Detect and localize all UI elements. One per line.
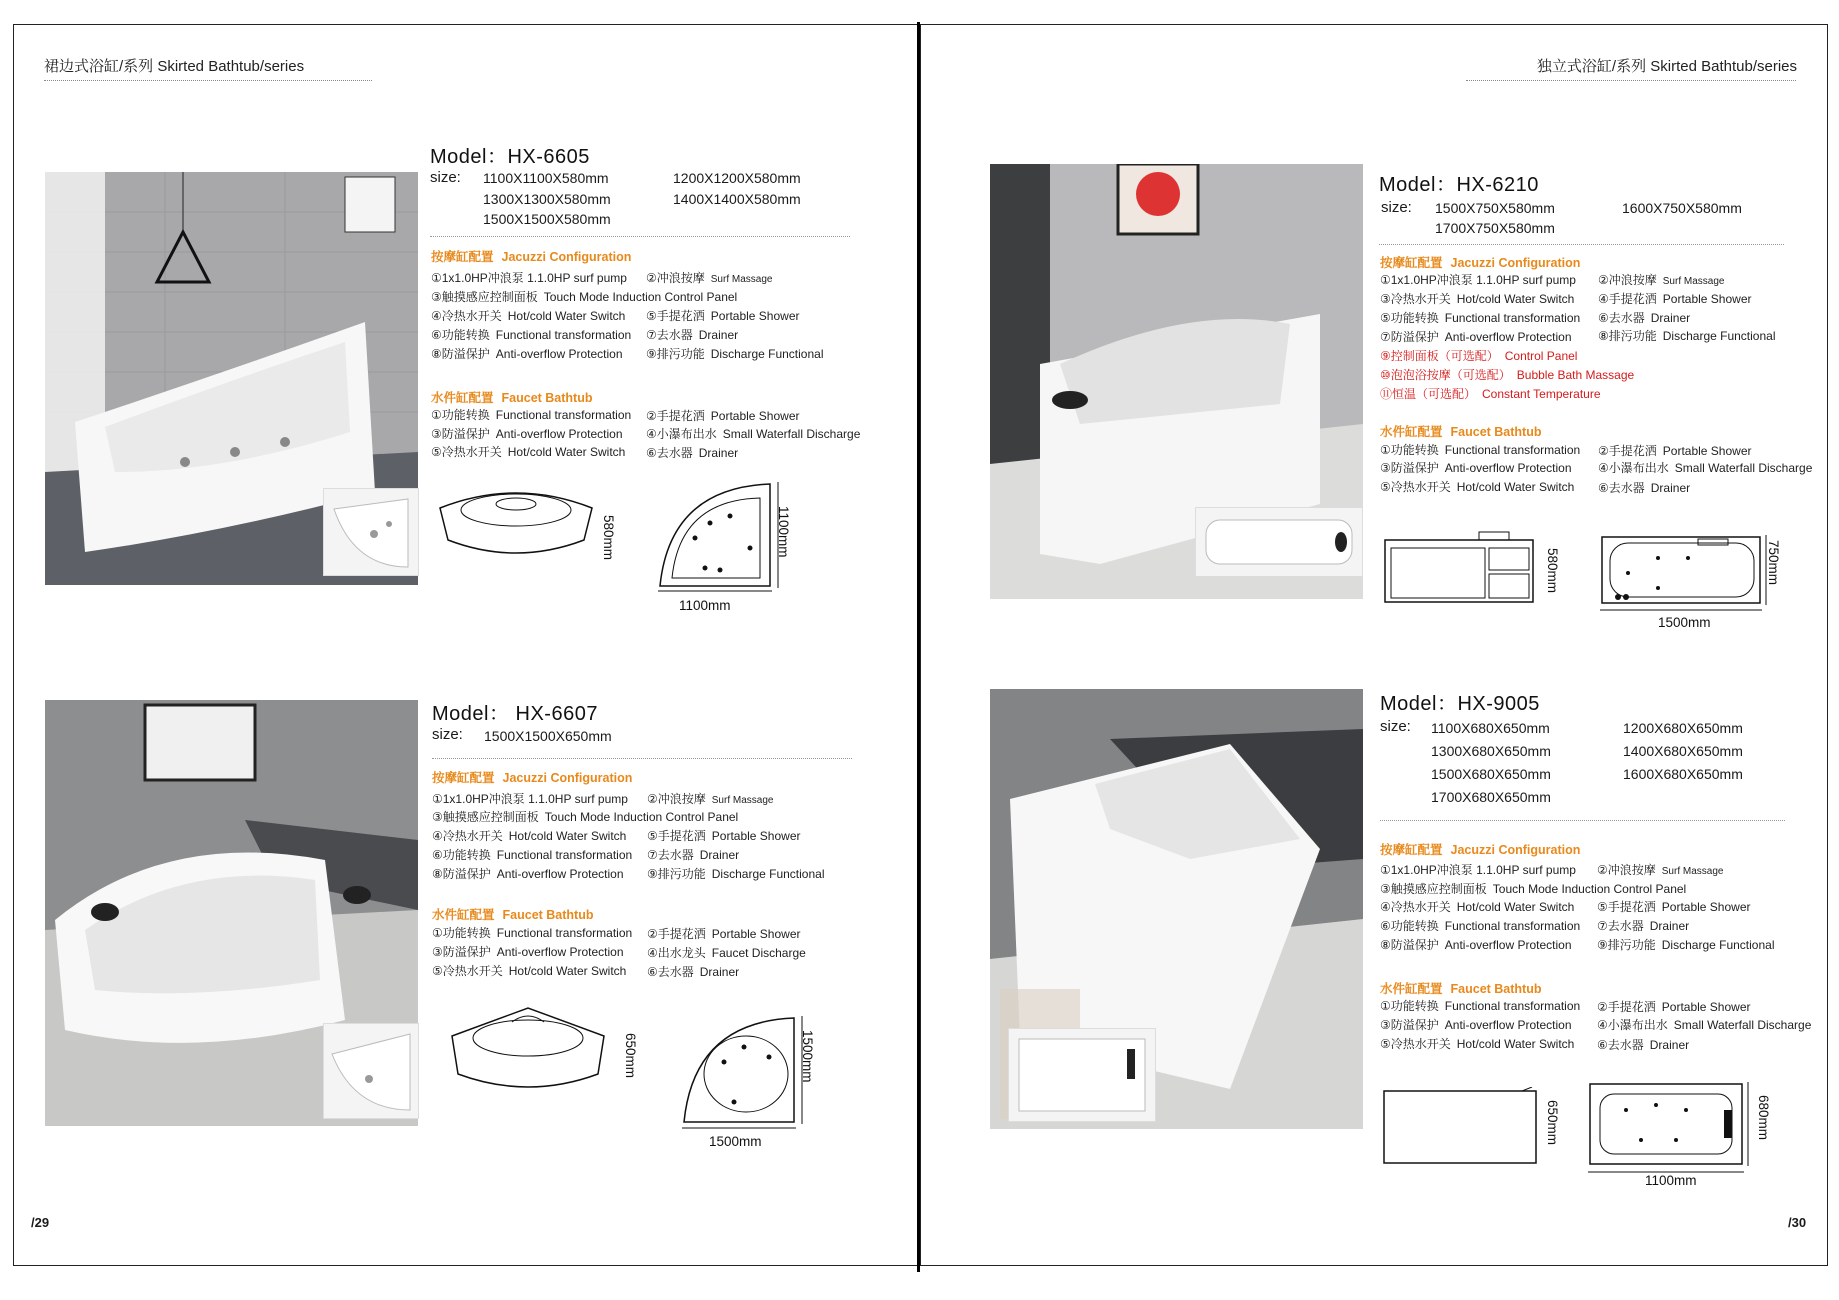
hx6605-faucet-feature: ②手提花洒 Portable Shower (646, 409, 800, 423)
hx6607-feature: ⑤手提花洒 Portable Shower (647, 829, 801, 843)
hx6607-faucet-feature: ⑤冷热水开关 Hot/cold Water Switch (432, 964, 627, 978)
hx9005-feature: ⑥功能转换 Functional transformation (1380, 919, 1581, 933)
hx6210-feature: ④手提花洒 Portable Shower (1598, 292, 1752, 306)
hx9005-size-label: size: (1380, 718, 1411, 735)
hx9005-feature: ②冲浪按摩 Surf Massage (1597, 863, 1724, 877)
hx6210-size: 1500X750X580mm (1435, 200, 1555, 216)
hx6605-model: Model：HX-6605 (430, 146, 590, 168)
hx6607-depth-dim: 1500mm (800, 1030, 815, 1083)
hx9005-faucet-feature: ②手提花洒 Portable Shower (1597, 1000, 1751, 1014)
hx9005-front-drawing (1382, 1087, 1538, 1167)
hx6210-optional-feature: ⑪恒温（可选配） Constant Temperature (1380, 387, 1601, 401)
hx6605-feature: ①1x1.0HP冲浪泵 1.1.0HP surf pump (431, 271, 627, 285)
hx6210-faucet-feature: ①功能转换 Functional transformation (1380, 443, 1581, 457)
hx6210-feature: ⑥去水器 Drainer (1598, 311, 1691, 325)
hx9005-faucet-feature: ⑤冷热水开关 Hot/cold Water Switch (1380, 1037, 1575, 1051)
hx6210-feature: ③冷热水开关 Hot/cold Water Switch (1380, 292, 1575, 306)
hx9005-feature: ①1x1.0HP冲浪泵 1.1.0HP surf pump (1380, 863, 1576, 877)
hx6607-front-drawing (448, 1002, 608, 1102)
hx6210-feature: ⑤功能转换 Functional transformation (1380, 311, 1581, 325)
hx9005-faucet-feature: ①功能转换 Functional transformation (1380, 999, 1581, 1013)
hx6210-optional-feature: ⑩泡泡浴按摩（可选配） Bubble Bath Massage (1380, 368, 1635, 382)
hx6605-faucet-feature: ⑤冷热水开关 Hot/cold Water Switch (431, 445, 626, 459)
hx9005-size: 1700X680X650mm (1431, 789, 1551, 805)
hx6605-feature: ⑤手提花洒 Portable Shower (646, 309, 800, 323)
hx6210-faucet-feature: ⑥去水器 Drainer (1598, 481, 1691, 495)
hx9005-faucet-feature: ⑥去水器 Drainer (1597, 1038, 1690, 1052)
hx6607-faucet-feature: ③防溢保护 Anti-overflow Protection (432, 945, 624, 959)
hx6607-feature: ⑨排污功能 Discharge Functional (647, 867, 825, 881)
hx6605-width-dim: 1100mm (679, 598, 731, 613)
hx6607-feature: ⑦去水器 Drainer (647, 848, 740, 862)
hx6210-feature: ②冲浪按摩 Surf Massage (1598, 273, 1725, 287)
left-header-divider (44, 80, 372, 81)
hx6210-thumbnail (1195, 507, 1363, 577)
hx6607-faucet-feature: ⑥去水器 Drainer (647, 965, 740, 979)
hx6605-size: 1200X1200X580mm (673, 170, 801, 186)
hx6607-feature: ④冷热水开关 Hot/cold Water Switch (432, 829, 627, 843)
hx6605-size: 1300X1300X580mm (483, 191, 611, 207)
hx9005-feature: ⑧防溢保护 Anti-overflow Protection (1380, 938, 1572, 952)
hx6607-width-dim: 1500mm (709, 1134, 762, 1149)
left-page-number: /29 (31, 1215, 50, 1230)
hx9005-feature: ④冷热水开关 Hot/cold Water Switch (1380, 900, 1575, 914)
hx6210-faucet-feature: ④小瀑布出水 Small Waterfall Discharge (1598, 461, 1813, 475)
hx6605-feature: ⑨排污功能 Discharge Functional (646, 347, 824, 361)
hx9005-faucet-feature: ③防溢保护 Anti-overflow Protection (1380, 1018, 1572, 1032)
hx6605-size: 1500X1500X580mm (483, 211, 611, 227)
hx9005-top-drawing (1586, 1080, 1751, 1175)
hx9005-feature: ⑦去水器 Drainer (1597, 919, 1690, 933)
hx6605-faucet-feature: ③防溢保护 Anti-overflow Protection (431, 427, 623, 441)
hx6605-front-drawing (436, 478, 596, 568)
hx6607-feature: ③触摸感应控制面板 Touch Mode Induction Control Panel (432, 810, 739, 824)
hx6607-height-dim: 650mm (623, 1033, 638, 1079)
hx9005-faucet-title: 水件缸配置 Faucet Bathtub (1380, 982, 1542, 996)
hx6210-feature: ⑦防溢保护 Anti-overflow Protection (1380, 330, 1572, 344)
hx6605-size-label: size: (430, 169, 461, 186)
hx6607-faucet-feature: ④出水龙头 Faucet Discharge (647, 946, 806, 960)
hx6210-top-drawing (1598, 533, 1768, 613)
hx6210-depth-dim: 750mm (1766, 540, 1781, 586)
hx6605-size: 1400X1400X580mm (673, 191, 801, 207)
hx9005-height-dim: 650mm (1545, 1100, 1560, 1146)
hx6605-feature: ⑧防溢保护 Anti-overflow Protection (431, 347, 623, 361)
hx6210-faucet-feature: ③防溢保护 Anti-overflow Protection (1380, 461, 1572, 475)
hx6607-feature: ②冲浪按摩 Surf Massage (647, 792, 774, 806)
hx6210-feature: ①1x1.0HP冲浪泵 1.1.0HP surf pump (1380, 273, 1576, 287)
hx6605-faucet-feature: ④小瀑布出水 Small Waterfall Discharge (646, 427, 861, 441)
hx6210-faucet-feature: ⑤冷热水开关 Hot/cold Water Switch (1380, 480, 1575, 494)
hx9005-size: 1400X680X650mm (1623, 743, 1743, 759)
hx6605-feature: ⑦去水器 Drainer (646, 328, 739, 342)
hx6210-faucet-title: 水件缸配置 Faucet Bathtub (1380, 425, 1542, 439)
hx6607-size-label: size: (432, 726, 463, 743)
hx6607-divider (432, 758, 852, 759)
hx9005-width-dim: 1100mm (1645, 1173, 1697, 1188)
hx9005-divider (1380, 820, 1785, 821)
right-header-divider (1466, 80, 1796, 81)
hx9005-feature: ⑤手提花洒 Portable Shower (1597, 900, 1751, 914)
hx6605-feature: ③触摸感应控制面板 Touch Mode Induction Control Panel (431, 290, 738, 304)
right-page-number: /30 (1788, 1215, 1807, 1230)
hx6607-top-drawing (674, 1012, 804, 1130)
hx9005-size: 1100X680X650mm (1431, 720, 1550, 736)
hx6607-faucet-title: 水件缸配置 Faucet Bathtub (432, 908, 594, 922)
hx9005-size: 1200X680X650mm (1623, 720, 1743, 736)
hx6607-faucet-feature: ①功能转换 Functional transformation (432, 926, 633, 940)
hx6210-model: Model：HX-6210 (1379, 174, 1539, 196)
hx6210-faucet-feature: ②手提花洒 Portable Shower (1598, 444, 1752, 458)
right-page-header: 独立式浴缸/系列 Skirted Bathtub/series (1536, 58, 1797, 75)
hx9005-feature: ⑨排污功能 Discharge Functional (1597, 938, 1775, 952)
hx6210-jacuzzi-title: 按摩缸配置 Jacuzzi Configuration (1380, 256, 1581, 270)
hx6607-thumbnail (323, 1023, 419, 1119)
hx6607-model: Model： HX-6607 (432, 703, 598, 725)
hx6605-top-drawing (650, 478, 780, 593)
hx9005-jacuzzi-title: 按摩缸配置 Jacuzzi Configuration (1380, 843, 1581, 857)
hx6607-size: 1500X1500X650mm (484, 728, 612, 744)
hx9005-thumbnail (1008, 1028, 1156, 1122)
hx6210-feature: ⑧排污功能 Discharge Functional (1598, 329, 1776, 343)
hx6605-divider (430, 236, 850, 237)
hx6210-optional-feature: ⑨控制面板（可选配） Control Panel (1380, 349, 1578, 363)
hx6605-faucet-feature: ①功能转换 Functional transformation (431, 408, 632, 422)
hx6605-height-dim: 580mm (601, 515, 616, 561)
hx6607-feature: ①1x1.0HP冲浪泵 1.1.0HP surf pump (432, 792, 628, 806)
hx9005-size: 1600X680X650mm (1623, 766, 1743, 782)
hx9005-model: Model：HX-9005 (1380, 693, 1540, 715)
hx6605-thumbnail (323, 488, 419, 576)
hx6605-depth-dim: 1100mm (776, 506, 791, 558)
hx6605-size: 1100X1100X580mm (483, 170, 609, 186)
hx6607-faucet-feature: ②手提花洒 Portable Shower (647, 927, 801, 941)
hx6210-size: 1600X750X580mm (1622, 200, 1742, 216)
hx6605-feature: ②冲浪按摩 Surf Massage (646, 271, 773, 285)
hx6605-feature: ④冷热水开关 Hot/cold Water Switch (431, 309, 626, 323)
hx6607-jacuzzi-title: 按摩缸配置 Jacuzzi Configuration (432, 771, 633, 785)
hx6210-width-dim: 1500mm (1658, 615, 1711, 630)
hx6607-feature: ⑥功能转换 Functional transformation (432, 848, 633, 862)
hx6210-size-label: size: (1381, 199, 1412, 216)
hx9005-feature: ③触摸感应控制面板 Touch Mode Induction Control Panel (1380, 882, 1687, 896)
hx6605-faucet-title: 水件缸配置 Faucet Bathtub (431, 391, 593, 405)
hx6607-feature: ⑧防溢保护 Anti-overflow Protection (432, 867, 624, 881)
hx6210-size: 1700X750X580mm (1435, 220, 1555, 236)
hx9005-depth-dim: 680mm (1756, 1095, 1771, 1141)
hx6605-jacuzzi-title: 按摩缸配置 Jacuzzi Configuration (431, 250, 632, 264)
hx9005-size: 1300X680X650mm (1431, 743, 1551, 759)
page-gutter (917, 22, 920, 1272)
hx6210-front-drawing (1383, 528, 1535, 606)
hx6210-divider (1379, 244, 1784, 245)
hx9005-faucet-feature: ④小瀑布出水 Small Waterfall Discharge (1597, 1018, 1812, 1032)
hx6605-feature: ⑥功能转换 Functional transformation (431, 328, 632, 342)
hx6210-height-dim: 580mm (1545, 548, 1560, 594)
hx9005-size: 1500X680X650mm (1431, 766, 1551, 782)
left-page-header: 裙边式浴缸/系列 Skirted Bathtub/series (44, 58, 305, 75)
hx6605-faucet-feature: ⑥去水器 Drainer (646, 446, 739, 460)
